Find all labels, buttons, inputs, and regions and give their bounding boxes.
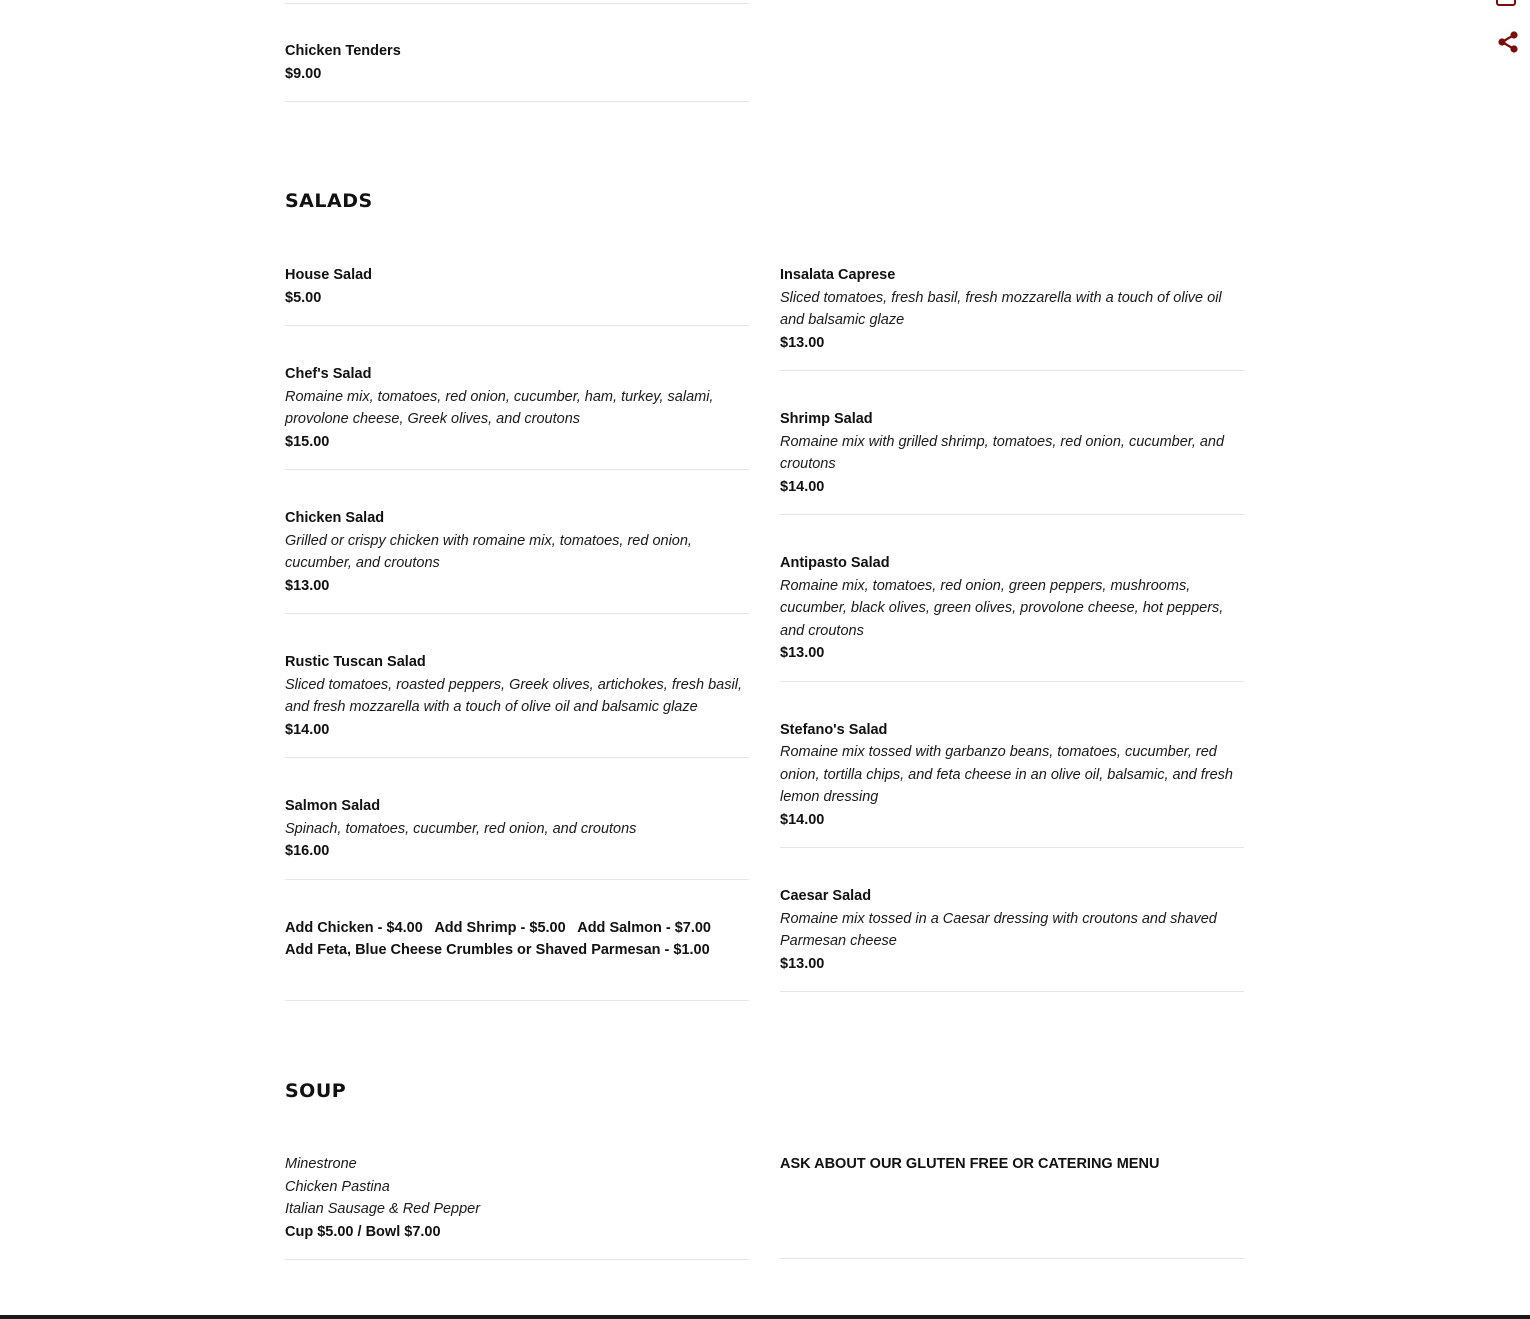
item-description: Romaine mix tossed in a Caesar dressing with croutons and shaved Parmesan cheese (780, 910, 1217, 949)
item-name: Antipasto Salad (780, 555, 890, 571)
soup-variety: Chicken Pastina (285, 1178, 390, 1195)
item-price: $5.00 (285, 289, 322, 306)
soup-variety: Italian Sausage & Red Pepper (285, 1201, 481, 1217)
item-price: $13.00 (780, 334, 825, 351)
item-name: Salmon Salad (285, 798, 381, 814)
menu-item (780, 885, 1244, 992)
menu-item-soup (285, 1153, 749, 1260)
item-name: Rustic Tuscan Salad (285, 654, 426, 670)
item-description: Romaine mix with grilled shrimp, tomatoes, red onion, cucumber, and croutons (780, 433, 1225, 472)
soup-right-column (780, 1153, 1244, 1296)
item-name: Insalata Caprese (780, 267, 896, 283)
item-description: Grilled or crispy chicken with romaine mix, tomatoes, red onion, cucumber, and croutons (285, 532, 692, 571)
item-price: $13.00 (780, 645, 825, 661)
item-description: Romaine mix, tomatoes, red onion, green peppers, mushrooms, cucumber, black olives, green olives, provolone cheese, hot peppers, and croutons (780, 577, 1224, 639)
menu-item (285, 264, 749, 326)
menu-item-chicken-tenders (285, 40, 749, 102)
share-icon[interactable] (1496, 30, 1520, 54)
item-description: Romaine mix, tomatoes, red onion, cucumber, ham, turkey, salami, provolone cheese, Greek olives, and croutons (285, 388, 714, 427)
divider (285, 3, 749, 4)
item-price: $15.00 (285, 433, 330, 450)
menu-item (780, 552, 1244, 682)
item-name: Chicken Tenders (285, 43, 401, 59)
menu-item (285, 795, 749, 880)
item-price: $16.00 (285, 843, 330, 859)
menu-notice (780, 1153, 1244, 1259)
menu-item (780, 719, 1244, 849)
item-name: Caesar Salad (780, 888, 872, 904)
item-name: Chicken Salad (285, 510, 385, 526)
item-price: $14.00 (780, 811, 825, 828)
footer-bar (0, 1315, 1530, 1319)
item-name: Shrimp Salad (780, 411, 873, 427)
addons-line: Add Feta, Blue Cheese Crumbles or Shaved Parmesan - $1.00 (285, 942, 710, 958)
item-price: $9.00 (285, 65, 322, 82)
item-description: Romaine mix tossed with garbanzo beans, tomatoes, cucumber, red onion, tortilla chips, and feta cheese in an olive oil, balsamic, and fresh lemon dressing (780, 744, 1233, 805)
menu-item (780, 408, 1244, 515)
salads-right-column (780, 264, 1244, 1029)
section-title-salads: SALADS (285, 190, 373, 212)
item-description: Spinach, tomatoes, cucumber, red onion, and croutons (285, 820, 637, 837)
item-price: $14.00 (780, 478, 825, 495)
menu-item (285, 363, 749, 470)
item-price: $13.00 (285, 577, 330, 594)
item-price: Cup $5.00 / Bowl $7.00 (285, 1223, 441, 1240)
item-description: Sliced tomatoes, roasted peppers, Greek olives, artichokes, fresh basil, and fresh mozzarella with a touch of olive oil and balsamic glaze (285, 676, 742, 715)
menu-item (285, 651, 749, 758)
notice-text: ASK ABOUT OUR GLUTEN FREE OR CATERING MENU (780, 1156, 1160, 1172)
addons-line: Add Chicken - $4.00 Add Shrimp - $5.00 Add Salmon - $7.00 (285, 919, 711, 936)
soup-variety: Minestrone (285, 1156, 357, 1172)
menu-item (285, 507, 749, 614)
item-price: $14.00 (285, 721, 330, 738)
item-description: Sliced tomatoes, fresh basil, fresh mozzarella with a touch of olive oil and balsamic glaze (780, 289, 1222, 328)
item-name: Stefano's Salad (780, 721, 888, 738)
soup-left-column (285, 1153, 749, 1297)
item-name: House Salad (285, 267, 373, 283)
item-name: Chef's Salad (285, 366, 372, 382)
calendar-icon[interactable] (1496, 0, 1516, 6)
section-title-soup: SOUP (285, 1080, 347, 1102)
item-price: $13.00 (780, 955, 825, 972)
menu-item (780, 264, 1244, 371)
salads-left-column (285, 264, 749, 1038)
salad-addons (285, 917, 749, 1001)
